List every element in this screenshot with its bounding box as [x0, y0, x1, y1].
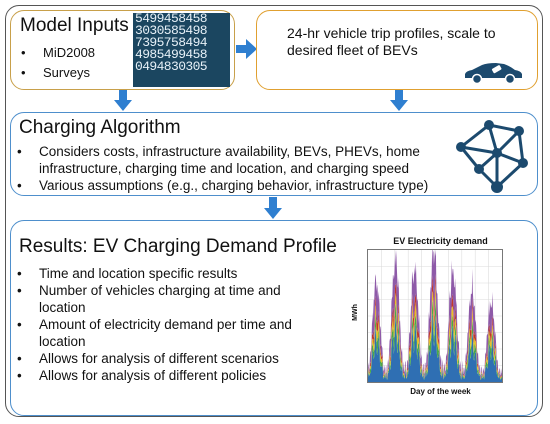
demand-chart	[351, 249, 505, 385]
charging-algorithm-item-text: Considers costs, infrastructure availability, BEVs, PHEVs, home	[39, 144, 420, 159]
numbers-row: 3030585498	[135, 23, 208, 38]
data-numbers-image	[133, 13, 230, 87]
model-inputs-title: Model Inputs	[20, 15, 129, 36]
arrow-down-icon	[114, 90, 132, 112]
model-inputs-item: • MiD2008	[17, 43, 95, 63]
charging-algorithm-item-text: infrastructure, charging time and location, and charging speed	[39, 161, 409, 176]
arrow-down-icon	[264, 197, 282, 220]
model-inputs-item: • Surveys	[17, 63, 95, 83]
charging-algorithm-title: Charging Algorithm	[19, 117, 181, 138]
arrow-down-icon	[390, 90, 408, 112]
trip-profiles-text	[287, 25, 496, 59]
model-inputs-box	[10, 10, 235, 90]
results-item: • Amount of electricity demand per time and location	[13, 316, 329, 350]
numbers-row: 0494830305	[135, 59, 208, 74]
results-item: • Allows for analysis of different scenarios	[13, 350, 329, 367]
charging-algorithm-item: • Various assumptions (e.g., charging behavior, infrastructure type)	[13, 177, 428, 194]
results-box	[10, 220, 538, 416]
chart-x-axis-label: Day of the week	[410, 387, 471, 396]
trip-profiles-line: desired fleet of BEVs	[287, 42, 418, 58]
model-inputs-list	[17, 43, 95, 83]
numbers-row: 5499458458	[135, 13, 208, 26]
charging-algorithm-item	[13, 143, 428, 177]
charging-algorithm-list	[13, 143, 428, 194]
results-title: Results: EV Charging Demand Profile	[19, 236, 337, 257]
numbers-row: 4985499458	[135, 47, 208, 62]
electric-car-icon	[462, 61, 524, 85]
arrow-right-icon	[236, 38, 258, 60]
results-item: • Allows for analysis of different policies	[13, 367, 329, 384]
charging-algorithm-box	[10, 112, 538, 196]
results-list	[13, 265, 329, 384]
chart-title: EV Electricity demand	[393, 236, 488, 246]
results-item: • Time and location specific results	[13, 265, 329, 282]
results-item: • Number of vehicles charging at time and location	[13, 282, 329, 316]
trip-profiles-line: 24-hr vehicle trip profiles, scale to	[287, 25, 496, 41]
chart-plot-area	[367, 249, 503, 383]
trip-profiles-box	[256, 10, 538, 90]
network-icon	[449, 117, 531, 193]
numbers-row: 7395758494	[135, 35, 208, 50]
chart-y-axis-label: MWh	[351, 304, 359, 321]
